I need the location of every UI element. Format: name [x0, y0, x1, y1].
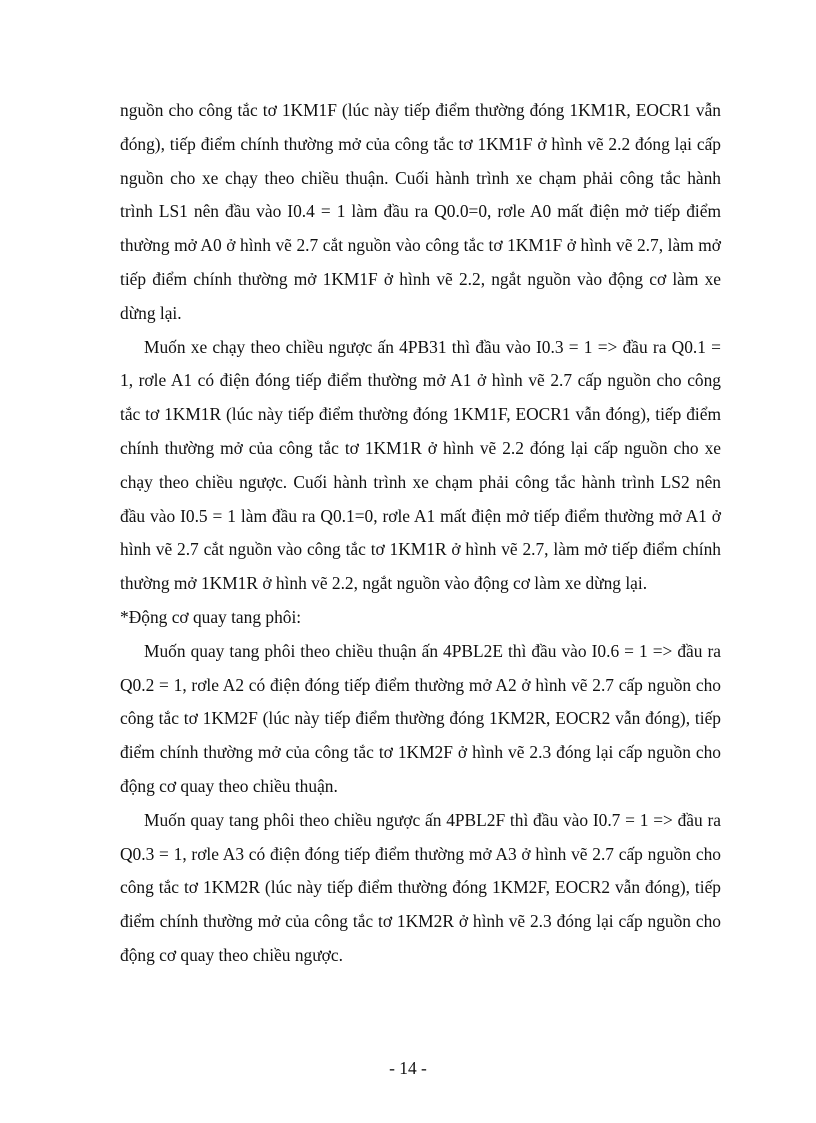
paragraph-2-reverse-travel: Muốn xe chạy theo chiều ngược ấn 4PB31 thì đầu vào I0.3 = 1 => đầu ra Q0.1 = 1, rơle A1 có điện đóng tiếp điểm thường mở A1 ở hình vẽ 2.7 cấp nguồn cho công tắc tơ 1KM1R (lúc này tiếp điểm thường đóng 1KM1F, EOCR1 vẫn đóng), tiếp điểm chính thường mở của công tắc tơ 1KM1R ở hình vẽ 2.2 đóng lại cấp nguồn cho xe chạy theo chiều ngược. Cuối hành trình xe chạm phải công tắc hành trình LS2 nên đầu vào I0.5 = 1 làm đầu ra Q0.1=0, rơle A1 mất điện mở tiếp điểm thường mở A1 ở hình vẽ 2.7 cắt nguồn vào công tắc tơ 1KM1R ở hình vẽ 2.7, làm mở tiếp điểm chính thường mở 1KM1R ở hình vẽ 2.2, ngắt nguồn vào động cơ làm xe dừng lại. — [120, 336, 721, 594]
document-body — [120, 94, 721, 973]
paragraph-4-drum-reverse: Muốn quay tang phôi theo chiều ngược ấn 4PBL2F thì đầu vào I0.7 = 1 => đầu ra Q0.3 = 1, rơle A3 có điện đóng tiếp điểm thường mở A3 ở hình vẽ 2.7 cấp nguồn cho công tắc tơ 1KM2R (lúc này tiếp điểm thường đóng 1KM2F, EOCR2 vẫn đóng), tiếp điểm chính thường mở của công tắc tơ 1KM2R ở hình vẽ 2.3 đóng lại cấp nguồn cho động cơ quay theo chiều ngược. — [120, 809, 721, 965]
paragraph-3-drum-forward: Muốn quay tang phôi theo chiều thuận ấn 4PBL2E thì đầu vào I0.6 = 1 => đầu ra Q0.2 = 1, rơle A2 có điện đóng tiếp điểm thường mở A2 ở hình vẽ 2.7 cấp nguồn cho công tắc tơ 1KM2F (lúc này tiếp điểm thường đóng 1KM2R, EOCR2 vẫn đóng), tiếp điểm chính thường mở của công tắc tơ 1KM2F ở hình vẽ 2.3 đóng lại cấp nguồn cho động cơ quay theo chiều thuận. — [120, 640, 721, 796]
paragraph-1-continuation: nguồn cho công tắc tơ 1KM1F (lúc này tiếp điểm thường đóng 1KM1R, EOCR1 vẫn đóng), tiếp điểm chính thường mở của công tắc tơ 1KM1F ở hình vẽ 2.2 đóng lại cấp nguồn cho xe chạy theo chiều thuận. Cuối hành trình xe chạm phải công tắc hành trình LS1 nên đầu vào I0.4 = 1 làm đầu ra Q0.0=0, rơle A0 mất điện mở tiếp điểm thường mở A0 ở hình vẽ 2.7 cắt nguồn vào công tắc tơ 1KM1F ở hình vẽ 2.7, làm mở tiếp điểm chính thường mở 1KM1F ở hình vẽ 2.2, ngắt nguồn vào động cơ làm xe dừng lại. — [120, 100, 721, 323]
page-number: - 14 - — [389, 1058, 427, 1078]
section-heading-drum-motor: *Động cơ quay tang phôi: — [120, 606, 302, 627]
